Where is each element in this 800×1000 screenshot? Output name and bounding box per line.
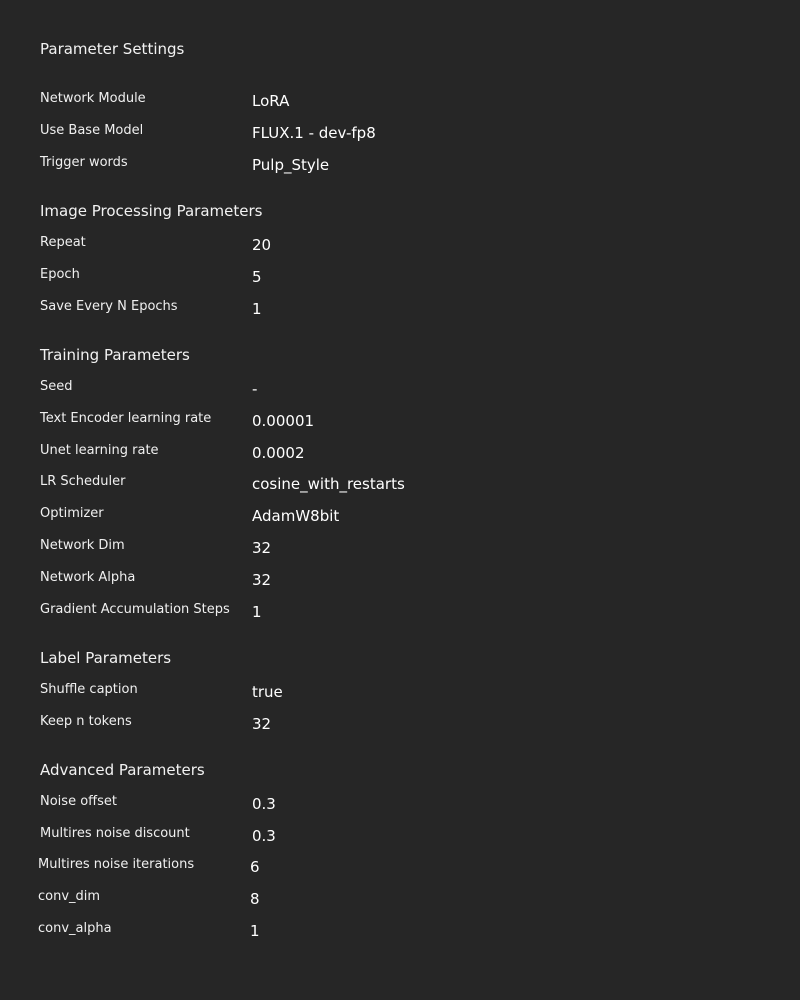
param-row-conv-alpha xyxy=(0,921,800,945)
param-value: 32 xyxy=(252,715,272,733)
param-row-gradient-accumulation xyxy=(0,602,800,626)
param-label: Gradient Accumulation Steps xyxy=(40,602,230,617)
param-label: Multires noise discount xyxy=(40,826,190,841)
param-value: 0.00001 xyxy=(252,412,315,430)
param-row-network-dim xyxy=(0,538,800,562)
param-label: Keep n tokens xyxy=(40,714,132,729)
param-label: Epoch xyxy=(40,267,80,282)
param-row-base-model xyxy=(0,123,800,147)
param-value: Pulp_Style xyxy=(252,156,330,174)
page-title: Parameter Settings xyxy=(40,40,185,58)
param-value: 1 xyxy=(252,603,262,621)
param-row-network-alpha xyxy=(0,570,800,594)
param-value: 32 xyxy=(252,539,272,557)
param-row-keep-n-tokens xyxy=(0,714,800,738)
param-label: Repeat xyxy=(40,235,86,250)
param-row-text-encoder-lr xyxy=(0,411,800,435)
param-label: Unet learning rate xyxy=(40,443,159,458)
param-value: 8 xyxy=(250,890,260,908)
param-label: Optimizer xyxy=(40,506,104,521)
param-value: 5 xyxy=(252,268,262,286)
param-value: FLUX.1 - dev-fp8 xyxy=(252,124,376,142)
param-row-noise-offset xyxy=(0,794,800,818)
param-row-network-module xyxy=(0,91,800,115)
section-title-advanced: Advanced Parameters xyxy=(40,761,205,779)
section-title-label-parameters: Label Parameters xyxy=(40,649,172,667)
param-row-trigger-words xyxy=(0,155,800,179)
section-title-training: Training Parameters xyxy=(40,346,190,364)
param-label: Network Alpha xyxy=(40,570,136,585)
param-label: Network Module xyxy=(40,91,146,106)
param-row-save-every-n-epochs xyxy=(0,299,800,323)
param-row-repeat xyxy=(0,235,800,259)
param-label: Shuffle caption xyxy=(40,682,138,697)
param-row-multires-noise-iterations xyxy=(0,857,800,881)
param-row-epoch xyxy=(0,267,800,291)
param-label: Use Base Model xyxy=(40,123,144,138)
param-value: AdamW8bit xyxy=(252,507,340,525)
param-row-shuffle-caption xyxy=(0,682,800,706)
param-value: 1 xyxy=(252,300,262,318)
section-title-image-processing: Image Processing Parameters xyxy=(40,202,263,220)
param-row-conv-dim xyxy=(0,889,800,913)
param-value: 32 xyxy=(252,571,272,589)
param-label: Noise offset xyxy=(40,794,117,809)
param-label: Save Every N Epochs xyxy=(40,299,178,314)
param-label: Text Encoder learning rate xyxy=(40,411,212,426)
param-value: true xyxy=(252,683,283,701)
param-row-optimizer xyxy=(0,506,800,530)
param-value: 0.3 xyxy=(252,827,276,845)
param-row-multires-noise-discount xyxy=(0,826,800,850)
param-label: Multires noise iterations xyxy=(38,857,195,872)
param-value: cosine_with_restarts xyxy=(252,475,405,493)
param-label: Seed xyxy=(40,379,73,394)
param-value: 0.3 xyxy=(252,795,276,813)
param-value: LoRA xyxy=(252,92,290,110)
param-label: Network Dim xyxy=(40,538,125,553)
param-label: LR Scheduler xyxy=(40,474,126,489)
param-row-seed xyxy=(0,379,800,403)
param-label: conv_dim xyxy=(38,889,101,904)
param-value: 6 xyxy=(250,858,260,876)
param-label: conv_alpha xyxy=(38,921,112,936)
param-row-unet-lr xyxy=(0,443,800,467)
param-label: Trigger words xyxy=(40,155,128,170)
param-value: - xyxy=(252,380,258,398)
param-row-lr-scheduler xyxy=(0,474,800,498)
param-value: 0.0002 xyxy=(252,444,305,462)
param-value: 1 xyxy=(250,922,260,940)
param-value: 20 xyxy=(252,236,272,254)
